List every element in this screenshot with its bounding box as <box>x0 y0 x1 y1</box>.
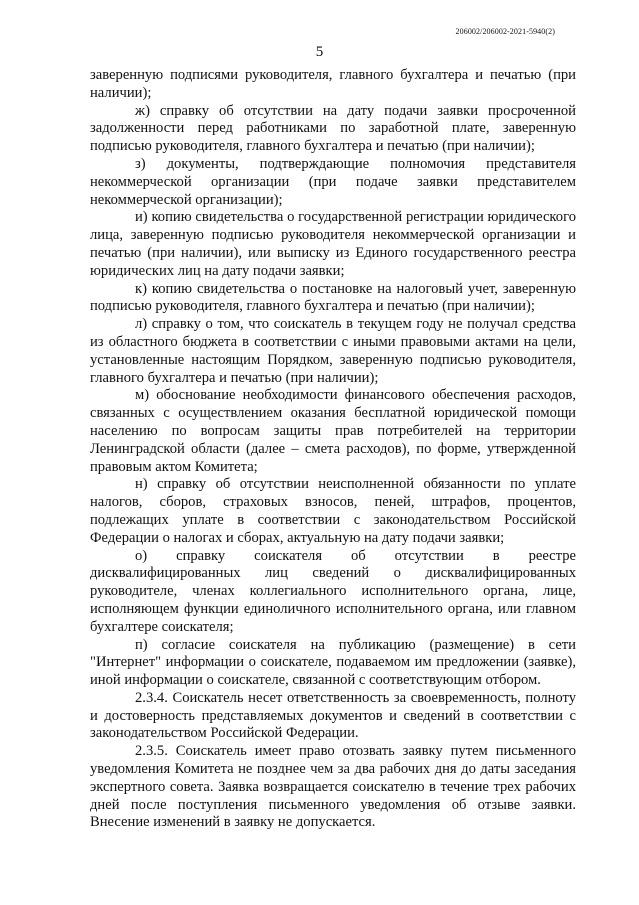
paragraph-2-3-4: 2.3.4. Соискатель несет ответственность за своевременность, полноту и достоверность представляемых документов и сведений в соответствии с законодательством Российской Федерации. <box>90 689 576 742</box>
paragraph-item-o: о) справку соискателя об отсутствии в реестре дисквалифицированных лиц сведений о дисквалифицированных руководителе, членах коллегиального исполнительного органа, лице, исполняющем функции единоличного исполнительного органа, или главном бухгалтере соискателя; <box>90 547 576 635</box>
paragraph-item-k: к) копию свидетельства о постановке на налоговый учет, заверенную подписью руководителя, главного бухгалтера и печатью (при наличии); <box>90 280 576 315</box>
paragraph-item-zh: ж) справку об отсутствии на дату подачи заявки просроченной задолженности перед работниками по заработной плате, заверенную подписью руководителя, главного бухгалтера и печатью (при наличии); <box>90 102 576 155</box>
paragraph-item-p: п) согласие соискателя на публикацию (размещение) в сети "Интернет" информации о соискателе, подаваемом им предложении (заявке), иной информации о соискателе, связанной с соответствующим отбором. <box>90 636 576 689</box>
paragraph-continuation: заверенную подписями руководителя, главного бухгалтера и печатью (при наличии); <box>90 67 576 101</box>
paragraph-item-z: з) документы, подтверждающие полномочия представителя некоммерческой организации (при подаче заявки представителем некоммерческой организации); <box>90 155 576 208</box>
paragraph-item-m: м) обоснование необходимости финансового обеспечения расходов, связанных с осуществлением оказания бесплатной юридической помощи населению по вопросам защиты прав потребителей на территории Ленинградской области (далее – смета расходов), по форме, утвержденной правовым актом Комитета; <box>90 387 576 475</box>
paragraph-item-i: и) копию свидетельства о государственной регистрации юридического лица, заверенную подписью руководителя некоммерческой организации и печатью (при наличии), или выписку из Единого государственного реестра юридических лиц на дату подачи заявки; <box>90 209 576 279</box>
document-body <box>90 67 576 832</box>
paragraph-item-n: н) справку об отсутствии неисполненной обязанности по уплате налогов, сборов, страховых взносов, пеней, штрафов, процентов, подлежащих уплате в соответствии с законодательством Российской Федерации о налогах и сборах, актуальную на дату подачи заявки; <box>90 476 576 546</box>
page-number: 5 <box>315 44 324 60</box>
document-id: 206002/206002-2021-5940(2) <box>455 27 555 36</box>
paragraph-2-3-5: 2.3.5. Соискатель имеет право отозвать заявку путем письменного уведомления Комитета не позднее чем за два рабочих дня до даты заседания экспертного совета. Заявка возвращается соискателю в течение трех рабочих дней после поступления письменного уведомления об отзыве заявки. Внесение изменений в заявку не допускается. <box>90 743 576 831</box>
paragraph-item-l: л) справку о том, что соискатель в текущем году не получал средства из областного бюджета в соответствии с иными правовыми актами на цели, установленные настоящим Порядком, заверенную подписью руководителя, главного бухгалтера и печатью (при наличии); <box>90 316 576 386</box>
